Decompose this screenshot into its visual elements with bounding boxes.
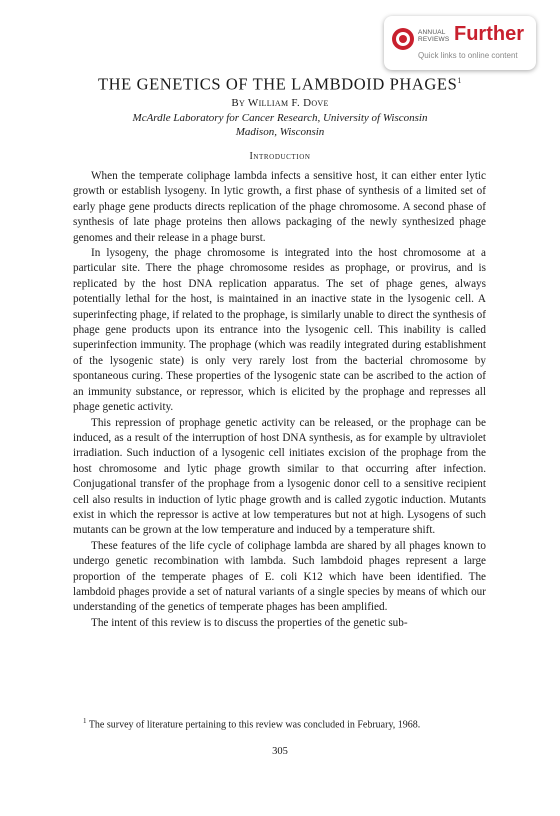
body-paragraph-5: The intent of this review is to discuss the properties of the genetic sub- — [91, 616, 408, 629]
title-footnote-marker: 1 — [457, 76, 462, 85]
article-body — [73, 169, 486, 631]
footnote — [73, 715, 486, 732]
body-paragraph-2: In lysogeny, the phage chromosome is integrated into the host chromosome at a particular site. There the phage chromosome resides as prophage, or provirus, and is replicated by the host DNA replication apparatus. The set of phage genes, always potentially lethal for the host, is maintained in an inactive state in the lysogenic cell. A superinfecting phage, if related to the prophage, is similarly unable to direct the synthesis of phage gene products upon its entrance into the lysogenic cell. This inability is called superinfection immunity. The prophage (which was readily integrated during establishment of the lysogenic state) is only very rarely lost from the bacterial chromosome by spontaneous curing. These properties of the lysogenic state can be ascribed to the action of an immunity substance, or repressor, which is elicited by the prophage and represses all phage genetic activity. — [73, 247, 486, 414]
body-paragraph-1: When the temperate coliphage lambda infects a sensitive host, it can either enter lytic growth or establish lysogeny. In lytic growth, a first phase of synthesis of a limited set of early phage gene products directs replication of the phage chromosome. A second phase of synthesis of late phage proteins then allows packaging of the newly synthesized phage genomes and their release in a phage burst. — [73, 170, 486, 244]
article-title-text: THE GENETICS OF THE LAMBDOID PHAGES — [97, 74, 458, 94]
footnote-text: The survey of literature pertaining to this review was concluded in February, 1968. — [88, 719, 421, 731]
badge-annual-text: ANNUAL — [418, 29, 446, 36]
article-title — [60, 70, 500, 96]
author-affiliation — [60, 112, 500, 139]
author-byline: By William F. Dove — [231, 97, 329, 109]
annual-reviews-logo-icon — [392, 28, 414, 50]
affiliation-line-2: Madison, Wisconsin — [235, 125, 325, 138]
section-heading-introduction: Introduction — [249, 151, 311, 162]
badge-quick-links-text: Quick links to online content — [418, 51, 518, 60]
body-paragraph-4: These features of the life cycle of coliphage lambda are shared by all phages known to undergo genetic recombination with lambda. Such lambdoid phages represent a large proportion of the temperate phages of E. coli K12 which have been identified. The lambdoid phages provide a set of natural variants of a single species by means of which our understanding of the genetics of temperate phages has been amplified. — [73, 539, 486, 614]
body-paragraph-3: This repression of prophage genetic activity can be released, or the prophage can be induced, as a result of the interruption of host DNA synthesis, as for example by ultraviolet irradiation. Such induction of a lysogenic cell initiates excision of the prophage from the host chromosome and lytic phage growth similar to that occurring after infection. Conjugational transfer of the prophage from a lysogenic donor cell to a sensitive recipient cell also results in induction of lytic phage growth and is called zygotic induction. Mutants exist in which the repressor is active at low temperatures but not at high. Lysogens of such mutants can be grown at the low temperature and induced by a temperature shift. — [73, 416, 486, 537]
affiliation-line-1: McArdle Laboratory for Cancer Research, University of Wisconsin — [132, 112, 428, 124]
page-number: 305 — [272, 746, 288, 757]
footnote-marker: 1 — [83, 717, 87, 725]
badge-reviews-text: REVIEWS — [418, 36, 450, 43]
badge-further-text: Further — [454, 23, 524, 45]
annual-reviews-further-badge[interactable] — [384, 16, 536, 70]
